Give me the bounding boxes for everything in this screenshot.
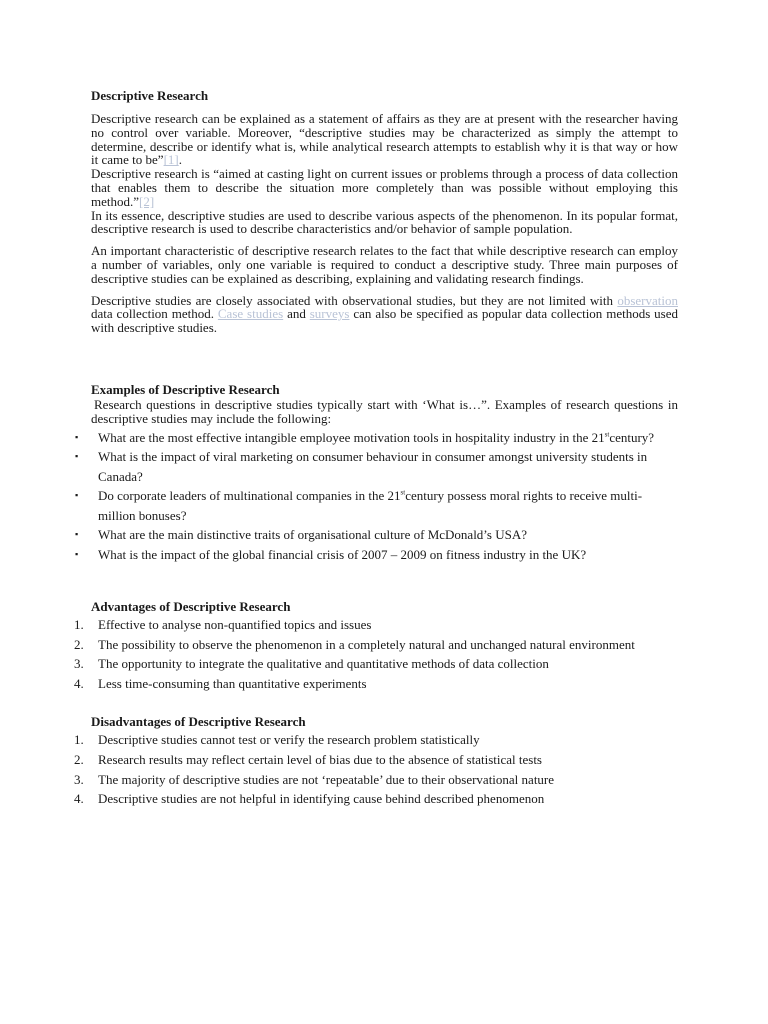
list-item-text: Research results may reflect certain level of bias due to the absence of statistical tests <box>98 752 542 768</box>
bullet-icon: ▪ <box>75 431 79 442</box>
question-text: What are the main distinctive traits of organisational culture of McDonald’s USA? <box>98 527 528 543</box>
bullet-icon: ▪ <box>75 451 79 462</box>
question-text: What are the most effective intangible employee motivation tools in hospitality industry in the 21 <box>98 429 605 445</box>
list-item <box>75 447 678 486</box>
list-item-text: The majority of descriptive studies are not ‘repeatable’ due to their observational nature <box>98 771 555 787</box>
examples-list <box>75 428 678 565</box>
list-number: 4. <box>74 791 84 807</box>
surveys-link[interactable]: surveys <box>309 306 350 322</box>
footnote-link-1[interactable]: [1] <box>163 152 179 168</box>
superscript: st <box>400 488 406 497</box>
list-item-text: Descriptive studies are not helpful in identifying cause behind described phenomenon <box>98 791 545 807</box>
superscript: st <box>604 430 610 439</box>
bullet-icon: ▪ <box>75 529 79 540</box>
paragraph-methods-text-b: data collection method. <box>91 306 218 322</box>
list-number: 1. <box>74 732 84 748</box>
paragraph-methods-text-d: can also be specified as popular data collection methods used with descriptive studies. <box>91 306 678 336</box>
paragraph-essence: In its essence, descriptive studies are used to describe various aspects of the phenomenon. In its popular format, descriptive research is used to describe characteristics and/or behavior of sample population. <box>91 207 678 237</box>
section-heading-descriptive-research: Descriptive Research <box>91 88 209 103</box>
paragraph-aim-text: Descriptive research is “aimed at casting light on current issues or problems through a process of data collection that enables them to describe the situation more completely than was possible without employing this method.” <box>91 166 678 209</box>
footnote-link-2[interactable]: [2] <box>139 193 155 209</box>
section-heading-examples: Examples of Descriptive Research <box>91 381 280 397</box>
list-number: 3. <box>74 656 84 672</box>
list-item <box>74 730 678 750</box>
question-text: What is the impact of the global financial crisis of 2007 – 2009 on fitness industry in the UK? <box>98 546 587 562</box>
list-item-text: Less time-consuming than quantitative experiments <box>98 675 367 691</box>
paragraph-aim <box>91 167 678 208</box>
list-item <box>74 750 678 770</box>
list-item-text: Descriptive studies cannot test or verify the research problem statistically <box>98 732 480 748</box>
list-item <box>75 545 678 565</box>
list-item <box>74 635 678 655</box>
list-item-text: The opportunity to integrate the qualitative and quantitative methods of data collection <box>98 656 549 672</box>
question-text-tail: century possess moral rights to receive multi-million bonuses? <box>98 488 643 523</box>
question-text-tail: century? <box>609 429 655 445</box>
list-number: 2. <box>74 636 84 652</box>
list-item-text: The possibility to observe the phenomenon in a completely natural and unchanged natural environment <box>98 636 635 652</box>
list-item <box>74 615 678 635</box>
list-number: 4. <box>74 675 84 691</box>
paragraph-definition-text: Descriptive research can be explained as a statement of affairs as they are at present with the researcher having no control over variable. Moreover, “descriptive studies may be characterized as simply the attempt to determine, describe or identify what is, while analytical research attempts to establish why it is that way or how it came to be” <box>91 111 678 168</box>
section-heading-advantages: Advantages of Descriptive Research <box>91 599 291 615</box>
list-item <box>74 770 678 790</box>
paragraph-methods-text-c: and <box>283 306 310 322</box>
bullet-icon: ▪ <box>75 490 79 501</box>
list-item <box>75 486 678 525</box>
bullet-icon: ▪ <box>75 548 79 559</box>
disadvantages-list <box>74 730 678 808</box>
paragraph-definition-tail: . <box>178 152 182 168</box>
question-text: Do corporate leaders of multinational companies in the 21 <box>98 488 401 504</box>
document-body <box>74 87 678 809</box>
paragraph-definition <box>91 112 678 167</box>
list-item <box>75 525 678 545</box>
list-item <box>74 674 678 694</box>
paragraph-methods-text-a: Descriptive studies are closely associated with observational studies, but they are not limited with <box>91 292 618 308</box>
list-item <box>74 789 678 809</box>
observation-link[interactable]: observation <box>617 292 678 308</box>
paragraph-methods <box>91 294 678 335</box>
list-item <box>75 428 678 448</box>
list-item-text: Effective to analyse non-quantified topics and issues <box>98 617 372 633</box>
paragraph-examples-intro: Research questions in descriptive studies typically start with ‘What is…”. Examples of research questions in descriptive studies may include the following: <box>91 396 678 426</box>
list-number: 1. <box>74 617 84 633</box>
section-heading-disadvantages: Disadvantages of Descriptive Research <box>91 714 306 730</box>
list-number: 3. <box>74 771 84 787</box>
paragraph-characteristic: An important characteristic of descriptive research relates to the fact that while descriptive research can employ a number of variables, only one variable is required to conduct a descriptive study. Three main purposes of descriptive studies can be explained as describing, explaining and validating research findings. <box>91 243 678 286</box>
question-text: What is the impact of viral marketing on consumer behaviour in consumer amongst university students in Canada? <box>98 449 648 484</box>
case-studies-link[interactable]: Case studies <box>217 306 284 322</box>
list-item <box>74 654 678 674</box>
advantages-list <box>74 615 678 693</box>
list-number: 2. <box>74 752 84 768</box>
